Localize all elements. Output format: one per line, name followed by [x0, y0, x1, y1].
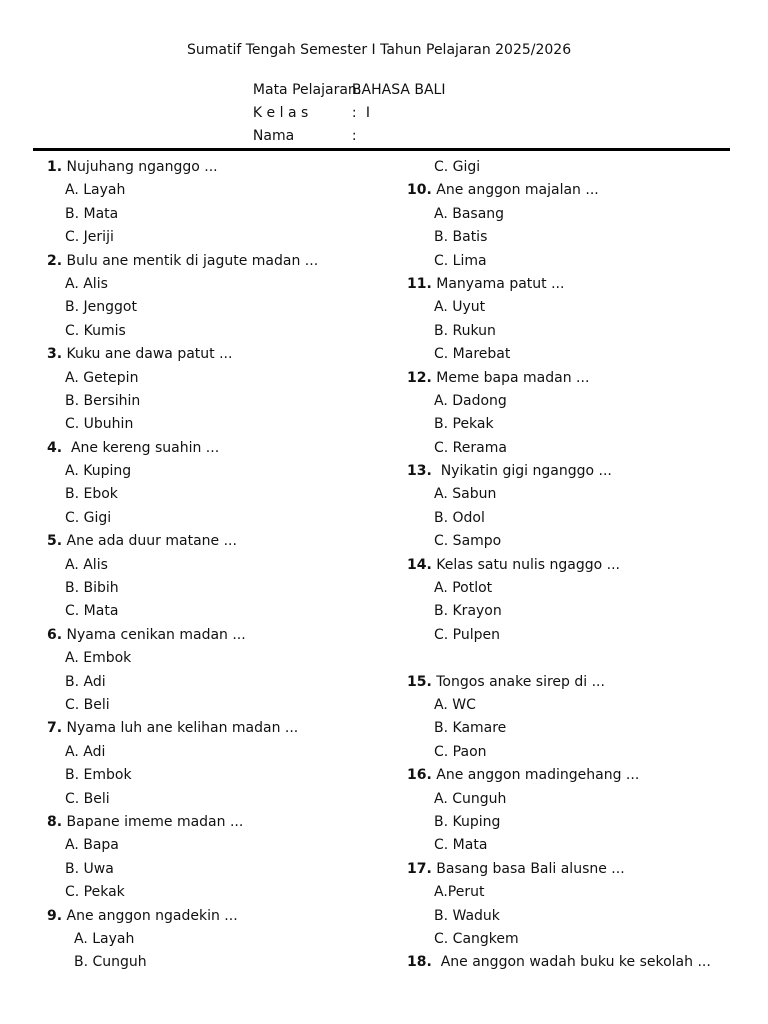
option-c: C. Mata	[434, 837, 488, 854]
header-divider	[33, 148, 730, 151]
option-c: C. Cangkem	[434, 930, 519, 947]
question-17	[407, 858, 747, 881]
option-a: A. Bapa	[65, 837, 119, 854]
option-a: A. Potlot	[434, 580, 493, 597]
question-text: Ane anggon madingehang ...	[431, 767, 640, 784]
question-6	[47, 624, 397, 647]
class-colon: :	[351, 105, 357, 121]
question-number: 15.	[407, 673, 432, 690]
question-number: 5.	[47, 533, 63, 550]
exam-title: Sumatif Tengah Semester I Tahun Pelajaran 2025/2026	[187, 42, 572, 58]
option-b: B. Adi	[65, 673, 106, 690]
option-b: B. Pekak	[434, 416, 494, 433]
option-c: C. Gigi	[434, 159, 481, 175]
question-9	[47, 905, 397, 928]
question-16	[407, 764, 747, 787]
question-text: Meme bapa madan ...	[431, 369, 590, 386]
option-c: C. Pekak	[65, 884, 125, 901]
option-c: C. Paon	[434, 743, 487, 760]
option-c: C. Mata	[65, 603, 119, 620]
option-b: B. Bersihin	[65, 392, 141, 409]
question-number: 4.	[47, 439, 63, 456]
question-text: Manyama patut ...	[431, 275, 565, 292]
option-b: B. Odol	[434, 509, 485, 526]
option-a: A. Alis	[65, 556, 108, 573]
question-2	[47, 250, 397, 273]
question-number: 14.	[407, 556, 432, 573]
option-c: C. Kumis	[65, 322, 126, 339]
option-b: B. Bibih	[65, 580, 119, 597]
option-a: A.Perut	[434, 884, 485, 901]
name-colon: :	[351, 128, 357, 144]
option-b: B. Embok	[65, 767, 132, 784]
option-b: B. Rukun	[434, 322, 496, 339]
option-b: B. Kuping	[434, 813, 501, 830]
question-number: 2.	[47, 252, 63, 269]
question-number: 17.	[407, 860, 432, 877]
option-a: A. Cunguh	[434, 790, 507, 807]
question-text: Ane ada duur matane ...	[62, 533, 237, 550]
blank-spacer	[407, 647, 747, 670]
class-value: I	[365, 105, 371, 121]
option-a: A. Embok	[65, 650, 132, 667]
option-b: B. Mata	[65, 205, 119, 222]
option-c: C. Jeriji	[65, 229, 114, 246]
question-text: Nyama cenikan madan ...	[62, 626, 246, 643]
question-text: Ane anggon ngadekin ...	[62, 907, 238, 924]
option-c: C. Beli	[65, 696, 110, 713]
question-5	[47, 530, 397, 553]
option-a: A. Basang	[434, 205, 505, 222]
question-number: 11.	[407, 275, 432, 292]
subject-value: BAHASA BALI	[351, 82, 446, 98]
question-number: 8.	[47, 813, 63, 830]
option-b: B. Ebok	[65, 486, 118, 503]
question-11	[407, 273, 747, 296]
option-a: A. Adi	[65, 743, 106, 760]
option-a: A. Dadong	[434, 392, 507, 409]
question-text: Nujuhang nganggo ...	[62, 159, 218, 175]
question-4	[47, 437, 397, 460]
question-number: 3.	[47, 346, 63, 363]
question-3	[47, 343, 397, 366]
question-text: Basang basa Bali alusne ...	[431, 860, 625, 877]
question-number: 9.	[47, 907, 63, 924]
question-text: Nyama luh ane kelihan madan ...	[62, 720, 299, 737]
question-number: 10.	[407, 182, 432, 199]
question-15	[407, 671, 747, 694]
option-b: B. Batis	[434, 229, 488, 246]
question-text: Bapane imeme madan ...	[62, 813, 244, 830]
option-a: A. Layah	[65, 182, 126, 199]
question-text: Tongos anake sirep di ...	[431, 673, 605, 690]
question-number: 1.	[47, 159, 63, 175]
question-number: 7.	[47, 720, 63, 737]
question-14	[407, 554, 747, 577]
option-b: B. Cunguh	[74, 954, 147, 971]
question-10	[407, 179, 747, 202]
name-line	[244, 112, 366, 144]
question-12	[407, 367, 747, 390]
option-c: C. Pulpen	[434, 626, 501, 643]
question-1	[47, 156, 397, 179]
option-b: B. Kamare	[434, 720, 507, 737]
option-a: A. Kuping	[65, 463, 132, 480]
question-column-right	[407, 156, 747, 975]
question-13	[407, 460, 747, 483]
option-c: C. Sampo	[434, 533, 502, 550]
question-text: Nyikatin gigi nganggo ...	[431, 463, 612, 480]
option-c: C. Ubuhin	[65, 416, 134, 433]
question-8	[47, 811, 397, 834]
question-text: Bulu ane mentik di jagute madan ...	[62, 252, 319, 269]
option-a: A. Uyut	[434, 299, 486, 316]
option-a: A. Alis	[65, 275, 108, 292]
option-a: A. WC	[434, 696, 476, 713]
option-a: A. Layah	[74, 930, 135, 947]
question-text: Ane anggon majalan ...	[431, 182, 599, 199]
option-b: B. Waduk	[434, 907, 500, 924]
question-number: 13.	[407, 463, 432, 480]
option-c: C. Rerama	[434, 439, 507, 456]
question-number: 6.	[47, 626, 63, 643]
question-number: 16.	[407, 767, 432, 784]
question-text: Kelas satu nulis ngaggo ...	[431, 556, 621, 573]
option-a: A. Sabun	[434, 486, 497, 503]
question-text: Ane kereng suahin ...	[62, 439, 220, 456]
question-column-left	[47, 156, 397, 975]
option-b: B. Uwa	[65, 860, 114, 877]
question-number: 18.	[407, 954, 432, 971]
option-c: C. Beli	[65, 790, 110, 807]
option-a: A. Getepin	[65, 369, 139, 386]
subject-label: Mata Pelajaran:	[252, 82, 362, 98]
name-label: Nama	[252, 128, 295, 144]
option-c: C. Lima	[434, 252, 487, 269]
question-text: Ane anggon wadah buku ke sekolah ...	[431, 954, 711, 971]
class-label: K e l a s	[252, 105, 309, 121]
question-18	[407, 951, 747, 974]
option-b: B. Krayon	[434, 603, 502, 620]
question-text: Kuku ane dawa patut ...	[62, 346, 233, 363]
question-number: 12.	[407, 369, 432, 386]
question-7	[47, 717, 397, 740]
option-b: B. Jenggot	[65, 299, 137, 316]
option-c: C. Gigi	[65, 509, 112, 526]
option-c: C. Marebat	[434, 346, 511, 363]
